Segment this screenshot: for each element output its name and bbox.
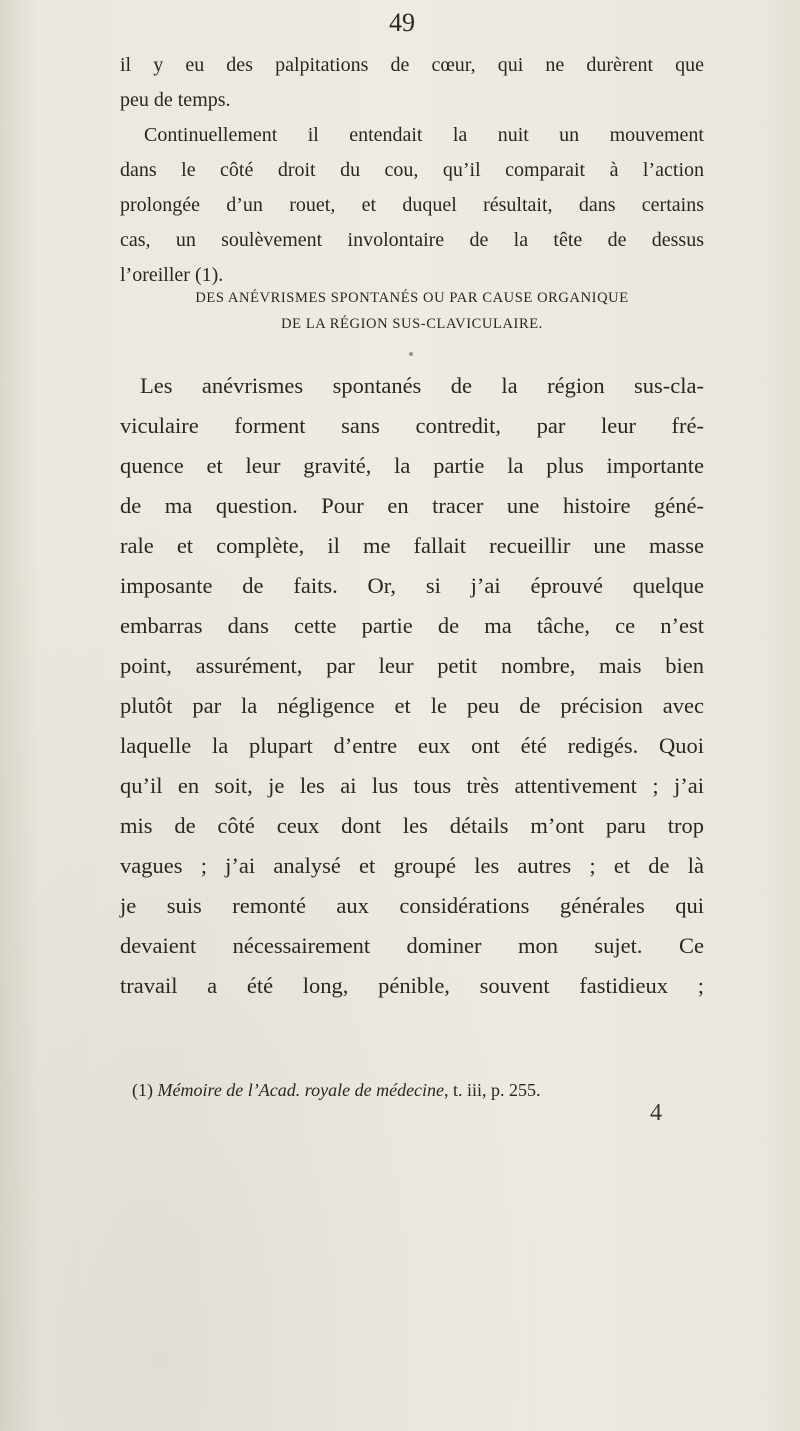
text-line: rale et complète, il me fallait recueillir une masse (120, 533, 704, 558)
section-subheading: DE LA RÉGION SUS-CLAVICULAIRE. (281, 316, 543, 332)
text-line: l’oreiller (1). (120, 264, 224, 286)
text-line: embarras dans cette partie de ma tâche, ce n’est (120, 613, 704, 638)
intro-paragraph (120, 48, 704, 293)
ink-dot (409, 352, 413, 356)
text-line: vagues ; j’ai analysé et groupé les autres ; et de là (120, 853, 704, 878)
text-line: point, assurément, par leur petit nombre, mais bien (120, 653, 704, 678)
text-line: plutôt par la négligence et le peu de précision avec (120, 693, 704, 718)
text-line: travail a été long, pénible, souvent fastidieux ; (120, 973, 704, 998)
text-line: mis de côté ceux dont les détails m’ont paru trop (120, 813, 704, 838)
text-line: Continuellement il entendait la nuit un mouvement (144, 124, 704, 146)
text-line: qu’il en soit, je les ai lus tous très attentivement ; j’ai (120, 773, 704, 798)
text-line: je suis remonté aux considérations générales qui (120, 893, 704, 918)
text-line: de ma question. Pour en tracer une histoire géné- (120, 493, 704, 518)
text-line: cas, un soulèvement involontaire de la tête de dessus (120, 229, 704, 251)
footnote-source-title: Mémoire de l’Acad. royale de médecine (157, 1080, 445, 1100)
text-line: laquelle la plupart d’entre eux ont été redigés. Quoi (120, 733, 704, 758)
text-line: imposante de faits. Or, si j’ai éprouvé quelque (120, 573, 704, 598)
printer-signature-mark: 4 (650, 1100, 662, 1126)
footnote (132, 1080, 712, 1101)
text-line: devaient nécessairement dominer mon sujet. Ce (120, 933, 704, 958)
text-line: peu de temps. (120, 89, 231, 111)
page-number: 49 (389, 8, 415, 37)
section-heading: DES ANÉVRISMES SPONTANÉS OU PAR CAUSE ORGANIQUE (195, 290, 629, 306)
footnote-reference: , t. iii, p. 255. (444, 1080, 541, 1100)
text-line: quence et leur gravité, la partie la plus importante (120, 453, 704, 478)
text-line: prolongée d’un rouet, et duquel résultait, dans certains (120, 194, 704, 216)
text-line: il y eu des palpitations de cœur, qui ne durèrent que (120, 54, 704, 76)
text-line: viculaire forment sans contredit, par leur fré- (120, 413, 704, 438)
text-line: dans le côté droit du cou, qu’il comparait à l’action (120, 159, 704, 181)
text-line: Les anévrismes spontanés de la région sus-cla- (140, 373, 704, 398)
body-paragraph (120, 366, 704, 1006)
footnote-marker: (1) (132, 1080, 153, 1100)
